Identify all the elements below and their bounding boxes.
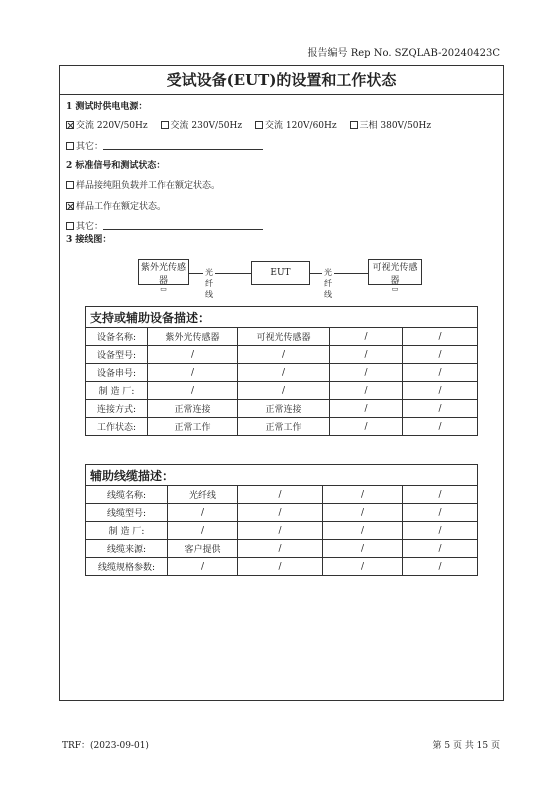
table-cell: / [168,504,238,522]
checkbox[interactable] [161,121,169,129]
fiber-label-right: 光纤线 [324,268,332,299]
table-row [86,504,478,522]
table-cell: / [323,504,403,522]
table-cell: / [403,522,478,540]
row-label: 连接方式: [86,400,148,418]
uv-sensor-label: 紫外光传感器 [140,263,186,286]
test-state-option-2[interactable]: 样品工作在额定状态。 [66,199,166,212]
visible-sensor-box [368,259,422,293]
table-cell: / [238,364,330,382]
blank-line [103,141,263,150]
table-cell: / [238,504,323,522]
table-cell: / [403,540,478,558]
table-cell: 光纤线 [168,486,238,504]
table-cell: / [238,382,330,400]
checkbox[interactable] [66,202,74,210]
section2-heading: 2 标准信号和测试状态： [66,161,166,171]
row-label: 设备名称: [86,328,148,346]
power-option-230[interactable]: 交流 230V/50Hz [161,118,243,131]
table-cell: / [403,400,478,418]
row-label: 线缆型号: [86,504,168,522]
table-cell: / [403,486,478,504]
row-label: 线缆名称: [86,486,168,504]
power-other[interactable]: 其它： [66,139,263,152]
plug-icon: ▭ [391,285,399,293]
table-cell: / [403,346,478,364]
support-equipment-table [85,306,478,436]
table-row [86,486,478,504]
table-cell: / [330,382,403,400]
table-cell: / [330,364,403,382]
page-number: 第 5 页 共 15 页 [432,741,500,751]
table-cell: / [168,558,238,576]
power-option-380[interactable]: 三相 380V/50Hz [350,118,432,131]
table-cell: 紫外光传感器 [148,328,238,346]
row-label: 制 造 厂: [86,522,168,540]
table-cell: 正常工作 [148,418,238,436]
trf-version: TRF：(2023-09-01) [62,741,149,751]
checkbox[interactable] [66,222,74,230]
table-row [86,400,478,418]
checkbox[interactable] [255,121,263,129]
table-cell: / [148,364,238,382]
checkbox[interactable] [66,121,74,129]
support-table-title: 支持或辅助设备描述： [86,307,478,328]
table-cell: / [168,522,238,540]
eut-box [251,261,310,285]
blank-line [103,221,263,230]
table-cell: / [403,364,478,382]
table-cell: 客户提供 [168,540,238,558]
table-cell: / [148,382,238,400]
page-title: 受试设备(EUT)的设置和工作状态 [60,66,503,95]
table-cell: / [323,558,403,576]
table-cell: / [148,346,238,364]
table-cell: / [238,346,330,364]
table-cell: 正常连接 [148,400,238,418]
row-label: 设备串号: [86,364,148,382]
section3-heading: 3 接线图： [66,235,112,245]
row-label: 线缆规格参数: [86,558,168,576]
table-row [86,418,478,436]
fiber-line-left [187,273,251,274]
row-label: 制 造 厂: [86,382,148,400]
uv-sensor-box [138,259,189,293]
table-cell: 正常连接 [238,400,330,418]
power-option-120[interactable]: 交流 120V/60Hz [255,118,337,131]
test-state-other[interactable]: 其它： [66,219,263,232]
table-cell: / [238,540,323,558]
table-cell: / [238,486,323,504]
table-row [86,346,478,364]
eut-label: EUT [270,268,291,278]
section1-heading: 1 测试时供电电源： [66,102,148,112]
table-cell: / [238,558,323,576]
document-frame [59,65,504,701]
table-row [86,364,478,382]
table-row [86,382,478,400]
table-row [86,328,478,346]
row-label: 线缆来源: [86,540,168,558]
power-options [66,118,441,131]
table-row [86,540,478,558]
power-option-220[interactable]: 交流 220V/50Hz [66,118,148,131]
plug-icon: ▭ [160,285,167,293]
table-row [86,558,478,576]
table-cell: / [330,328,403,346]
checkbox[interactable] [350,121,358,129]
table-cell: / [403,418,478,436]
table-cell: / [323,540,403,558]
fiber-label-left: 光纤线 [205,268,213,299]
table-cell: / [323,522,403,540]
table-cell: / [238,522,323,540]
visible-sensor-label: 可视光传感器 [372,263,418,286]
checkbox[interactable] [66,142,74,150]
table-cell: / [403,382,478,400]
table-cell: 正常工作 [238,418,330,436]
auxiliary-cable-table [85,464,478,576]
table-cell: / [403,328,478,346]
table-cell: / [403,504,478,522]
fiber-line-right [310,273,368,274]
row-label: 设备型号: [86,346,148,364]
table-cell: / [330,418,403,436]
table-cell: / [323,486,403,504]
checkbox[interactable] [66,181,74,189]
row-label: 工作状态: [86,418,148,436]
test-state-option-1[interactable]: 样品接纯阻负载并工作在额定状态。 [66,178,220,191]
table-cell: / [330,400,403,418]
table-row [86,522,478,540]
report-number: 报告编号 Rep No. SZQLAB-20240423C [307,48,500,59]
table-cell: 可视光传感器 [238,328,330,346]
table-cell: / [403,558,478,576]
table-cell: / [330,346,403,364]
cable-table-title: 辅助线缆描述： [86,465,478,486]
